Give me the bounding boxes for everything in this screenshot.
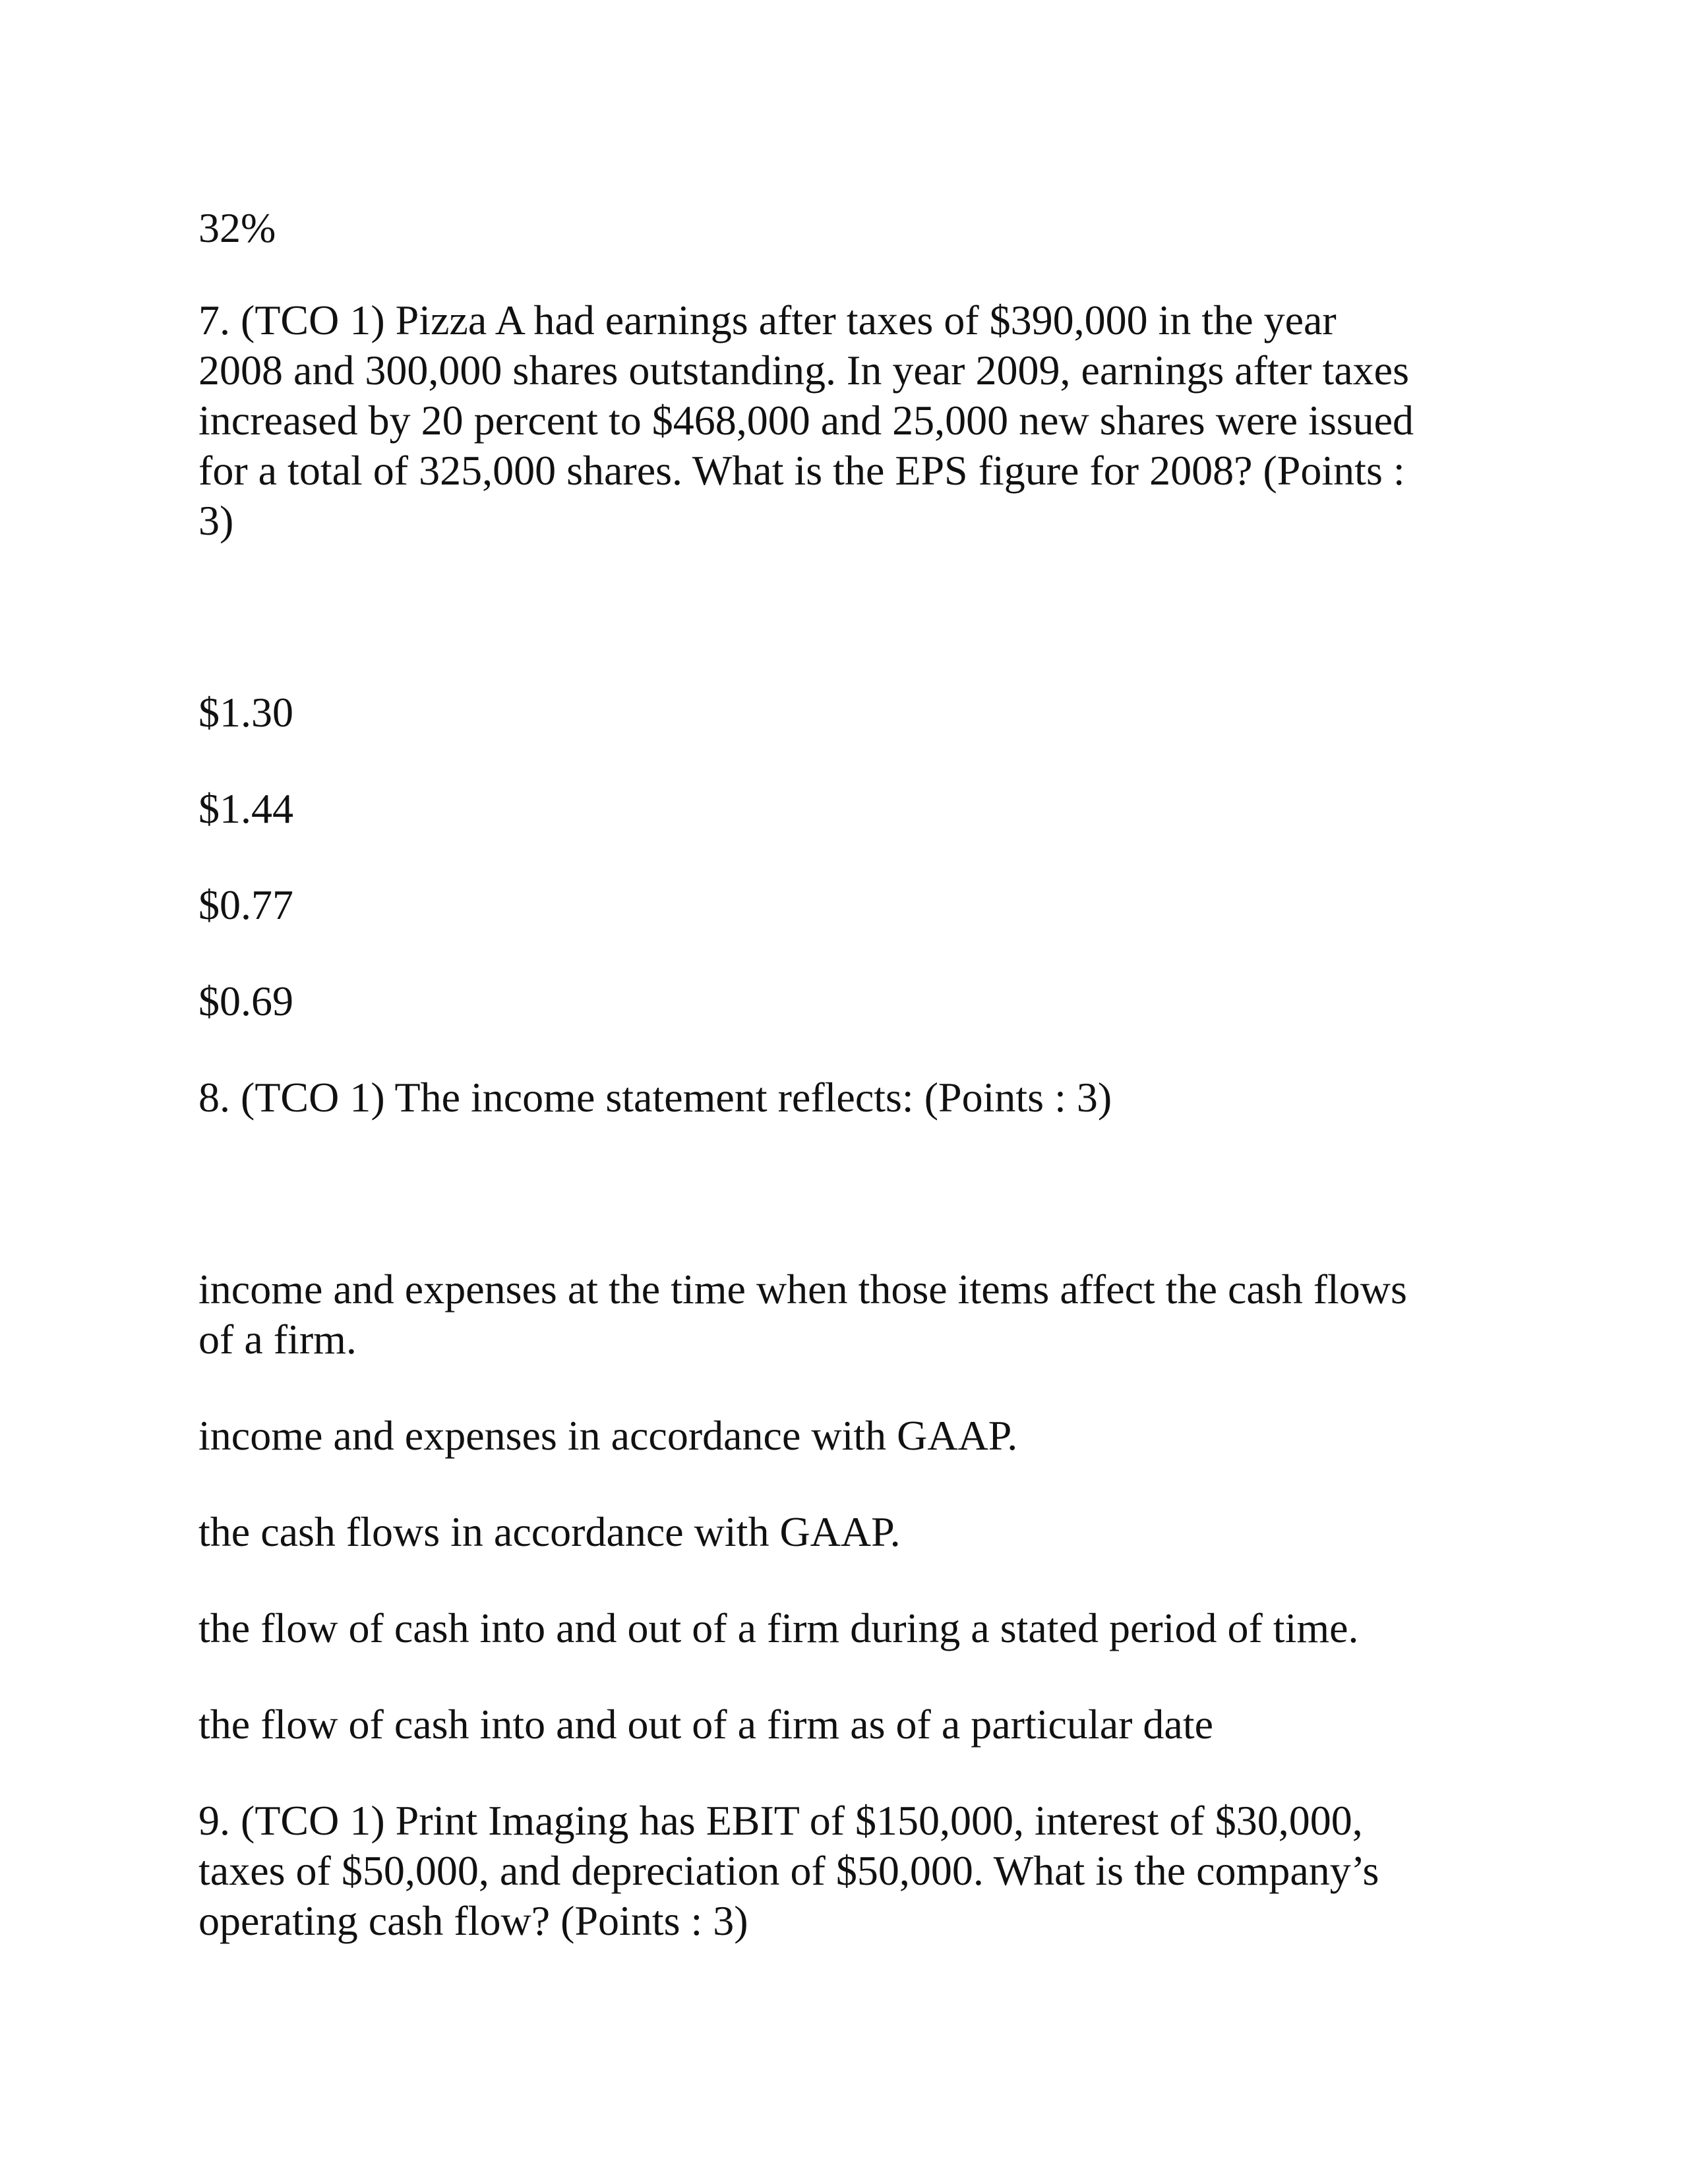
question-7-line-5: 3) <box>198 497 234 544</box>
question-9-line-1: 9. (TCO 1) Print Imaging has EBIT of $150,000, interest of $30,000, <box>198 1797 1363 1844</box>
question-8-option-e: the flow of cash into and out of a firm as of a particular date <box>198 1701 1213 1748</box>
question-7-line-1: 7. (TCO 1) Pizza A had earnings after taxes of $390,000 in the year <box>198 297 1337 343</box>
question-7-option-a: $1.30 <box>198 689 293 736</box>
question-8-option-b: income and expenses in accordance with GAAP. <box>198 1412 1018 1459</box>
question-7-line-3: increased by 20 percent to $468,000 and 25,000 new shares were issued <box>198 397 1414 444</box>
question-7-option-b: $1.44 <box>198 785 293 832</box>
question-7-line-2: 2008 and 300,000 shares outstanding. In year 2009, earnings after taxes <box>198 347 1409 394</box>
question-9-line-2: taxes of $50,000, and depreciation of $50,000. What is the company’s <box>198 1847 1379 1894</box>
question-8-option-c: the cash flows in accordance with GAAP. <box>198 1508 901 1555</box>
question-8-option-d: the flow of cash into and out of a firm during a stated period of time. <box>198 1605 1359 1651</box>
question-8-option-a-line-1: income and expenses at the time when those items affect the cash flows <box>198 1266 1407 1313</box>
question-9-line-3: operating cash flow? (Points : 3) <box>198 1897 748 1944</box>
question-8-option-a-line-2: of a firm. <box>198 1316 357 1363</box>
question-7-option-d: $0.69 <box>198 978 293 1024</box>
question-8-text: 8. (TCO 1) The income statement reflects: (Points : 3) <box>198 1074 1112 1121</box>
previous-answer: 32% <box>198 204 276 251</box>
question-7-line-4: for a total of 325,000 shares. What is the EPS figure for 2008? (Points : <box>198 447 1405 494</box>
question-7-option-c: $0.77 <box>198 881 293 928</box>
